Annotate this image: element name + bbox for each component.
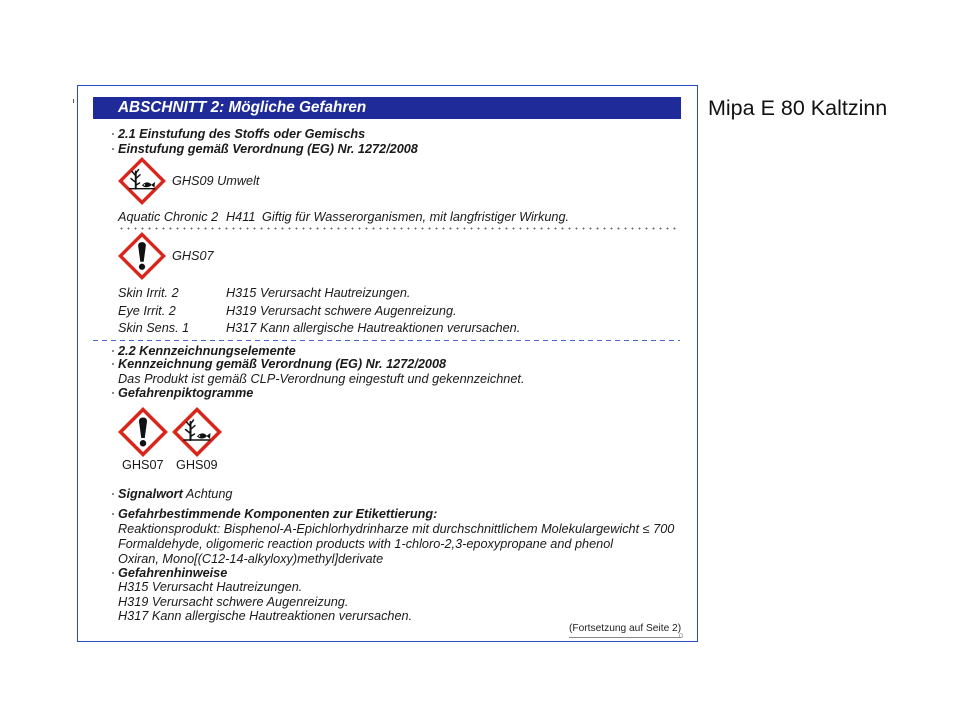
hazard-class: Aquatic Chronic 2 bbox=[118, 210, 219, 224]
pictograms-heading: Gefahrenpiktogramme bbox=[118, 386, 254, 400]
continuation-note: (Fortsetzung auf Seite 2) bbox=[569, 623, 682, 634]
footer-rule bbox=[569, 637, 681, 638]
signal-word-line bbox=[118, 487, 232, 501]
hazard-class-row bbox=[118, 210, 688, 224]
section-header-title: ABSCHNITT 2: Mögliche Gefahren bbox=[118, 99, 367, 116]
labelling-statement: Das Produkt ist gemäß CLP-Verordnung eingestuft und gekennzeichnet. bbox=[118, 372, 525, 386]
ghs07-classification-label: GHS07 bbox=[172, 249, 214, 263]
footer-marker: D bbox=[679, 634, 684, 640]
hazard-class-row bbox=[118, 304, 688, 318]
hazard-statement: H319 Verursacht schwere Augenreizung. bbox=[118, 595, 349, 609]
ghs09-pictogram-classification bbox=[118, 157, 166, 205]
hazard-text: Verursacht schwere Augenreizung. bbox=[260, 304, 457, 318]
hazard-code: H317 bbox=[226, 321, 257, 335]
hazard-statements-heading: Gefahrenhinweise bbox=[118, 566, 228, 580]
dotted-separator bbox=[118, 227, 680, 230]
labelling-regulation-heading: Kennzeichnung gemäß Verordnung (EG) Nr. 1272/2008 bbox=[118, 357, 447, 371]
hazard-code: H411 bbox=[226, 210, 256, 224]
hazard-code: H319 bbox=[226, 304, 257, 318]
ghs09-pictogram-labelling bbox=[172, 407, 222, 457]
hazard-class-row bbox=[118, 321, 688, 335]
section-header bbox=[93, 97, 681, 119]
hazard-statement: H315 Verursacht Hautreizungen. bbox=[118, 580, 303, 594]
ghs07-labelling-code: GHS07 bbox=[122, 458, 164, 472]
hazard-class: Skin Irrit. 2 bbox=[118, 286, 179, 300]
signal-word-label: Signalwort bbox=[118, 487, 183, 501]
section-divider bbox=[93, 340, 680, 341]
hazard-class: Eye Irrit. 2 bbox=[118, 304, 176, 318]
sds-excerpt-frame bbox=[77, 85, 698, 642]
pictogram-diamond bbox=[120, 159, 163, 202]
classification-heading: 2.1 Einstufung des Stoffs oder Gemischs bbox=[118, 127, 366, 141]
hazard-text: Giftig für Wasserorganismen, mit langfristiger Wirkung. bbox=[262, 210, 570, 224]
classification-regulation-heading: Einstufung gemäß Verordnung (EG) Nr. 1272/2008 bbox=[118, 142, 418, 156]
ghs07-pictogram-labelling bbox=[118, 407, 168, 457]
ghs09-classification-label: GHS09 Umwelt bbox=[172, 174, 260, 188]
components-heading: Gefahrbestimmende Komponenten zur Etikettierung: bbox=[118, 507, 438, 521]
hazard-text: Kann allergische Hautreaktionen verursachen. bbox=[260, 321, 521, 335]
labelling-heading: 2.2 Kennzeichnungselemente bbox=[118, 344, 296, 358]
hazard-statement: H317 Kann allergische Hautreaktionen verursachen. bbox=[118, 609, 413, 623]
ghs07-pictogram-classification bbox=[118, 232, 166, 280]
hazard-class-row bbox=[118, 286, 688, 300]
pictogram-diamond bbox=[175, 410, 220, 455]
hazard-text: Verursacht Hautreizungen. bbox=[260, 286, 411, 300]
signal-word: Achtung bbox=[185, 487, 233, 501]
component-item: Reaktionsprodukt: Bisphenol-A-Epichlorhydrinharze mit durchschnittlichem Molekulargewicht ≤ 700 bbox=[118, 522, 675, 536]
component-item: Oxiran, Mono[(C12-14-alkyloxy)methyl]derivate bbox=[118, 552, 384, 566]
hazard-code: H315 bbox=[226, 286, 257, 300]
slide-title: Mipa E 80 Kaltzinn bbox=[708, 96, 888, 120]
ghs09-labelling-code: GHS09 bbox=[176, 458, 218, 472]
tick-mark bbox=[73, 99, 74, 103]
hazard-class: Skin Sens. 1 bbox=[118, 321, 190, 335]
component-item: Formaldehyde, oligomeric reaction products with 1-chloro-2,3-epoxypropane and phenol bbox=[118, 537, 614, 551]
